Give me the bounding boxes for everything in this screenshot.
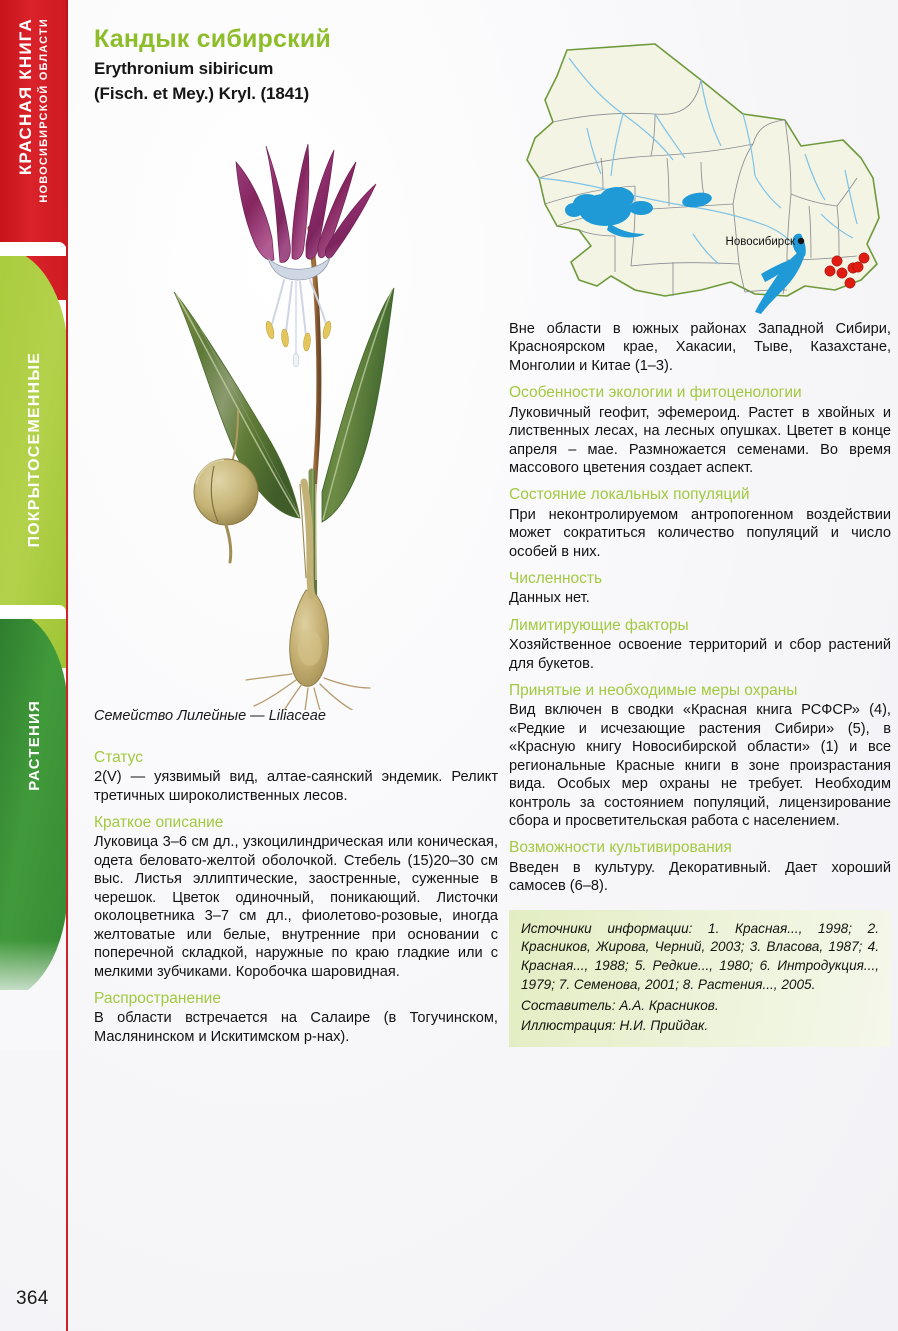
section-description [94, 814, 498, 981]
section-heading: Численность [509, 570, 603, 588]
section-heading: Лимитирующие факторы [509, 616, 689, 634]
bulb [290, 482, 329, 686]
section-local-populations [509, 486, 891, 561]
section-body: Вид включен в сводки «Красная книга РСФСР» (4), «Редкие и исчезающие растения Сибири» (5), в «Красную книгу Новосибирской области» (1) и все региональные Красные книги в зоне произрастания вида. Особых мер охраны не требует. Необходим контроль за состоянием популяций, лицензирование сбора и просветительская работа с населением. [509, 702, 891, 830]
family-line: Семейство Лилейные — Liliaceae [94, 708, 326, 724]
section-protection-measures [509, 682, 891, 830]
section-body: При неконтролируемом антропогенном воздействии может сократиться количество популяций и число особей в них. [509, 506, 891, 560]
section-heading: Краткое описание [94, 814, 224, 832]
anthers [265, 320, 333, 367]
sources-compiler: Составитель: А.А. Красников. [521, 997, 719, 1013]
section-body: Введен в культуру. Декоративный. Дает хороший самосев (6–8). [509, 859, 891, 895]
city-marker [798, 238, 804, 244]
section-ecology [509, 384, 891, 477]
latin-name: Erythronium sibiricum [94, 59, 274, 79]
section-body: В области встречается на Салаире (в Тогучинском, Маслянинском и Искитимском р-нах). [94, 1010, 498, 1045]
vertical-red-rule [66, 0, 68, 1331]
stamens [272, 280, 326, 354]
section-body: Хозяйственное освоение территорий и сбор растений для букетов. [509, 637, 891, 672]
authority-citation: (Fisch. et Mey.) Kryl. (1841) [94, 84, 310, 104]
section-limiting-factors [509, 617, 891, 673]
roots [246, 674, 370, 710]
section-heading: Статус [94, 749, 143, 766]
section-body: Данных нет. [509, 590, 590, 607]
section-heading: Возможности культивирования [509, 839, 732, 857]
sidebar-fade [0, 940, 68, 1050]
page-title: Кандык сибирский [94, 25, 331, 53]
capsule-fruit [194, 410, 258, 562]
botanical-illustration [126, 132, 498, 710]
section-abundance [509, 570, 891, 608]
section-distribution [94, 990, 498, 1046]
section-heading: Состояние локальных популяций [509, 486, 750, 504]
section-cultivation [509, 839, 891, 895]
leaf-right [322, 288, 394, 522]
outside-region-distribution: Вне области в южных районах Западной Сибири, Красноярском крае, Хакасии, Тыве, Казахстане, Монголии и Китае (1–3). [509, 321, 891, 374]
city-label: Новосибирск [725, 236, 795, 248]
left-text-column [94, 740, 498, 1046]
sidebar-label-angiosperms: ПОКРЫТОСЕМЕННЫЕ [26, 352, 43, 548]
sources-box [509, 910, 891, 1048]
section-status [94, 749, 498, 805]
sidebar-label-red-book-subtitle: НОВОСИБИРСКОЙ ОБЛАСТИ [38, 18, 50, 203]
sidebar-label-red-book: КРАСНАЯ КНИГА [16, 18, 35, 176]
flower-head [236, 144, 376, 280]
section-body: 2(V) — уязвимый вид, алтае-саянский эндемик. Реликт третичных широколиственных лесов. [94, 769, 498, 804]
section-body: Луковица 3–6 см дл., узкоцилиндрическая или коническая, одета беловато-желтой оболочкой. Стебель (15)20–30 см выс. Листья эллиптические, заостренные, суженные в черешок. Цветок одиночный, поникающий. Листочки околоцветника 3–7 см дл., фиолетово-розовые, иногда желтоватые или белые, внутренние при основании с поперечной складкой, наружные по краю гладкие или с мелкими зубчиками. Коробочка шаровидная. [94, 834, 498, 980]
section-body: Луковичный геофит, эфемероид. Растет в хвойных и лиственных лесах, на лесных опушках. Цветет в конце апреля – мае. Размножается семенами. Во время массового цветения создает аспект. [509, 404, 891, 476]
section-heading: Принятые и необходимые меры охраны [509, 682, 798, 700]
distribution-map [505, 18, 895, 318]
section-heading: Распространение [94, 990, 221, 1008]
species-heading-block [94, 26, 498, 105]
sources-illustrator: Иллюстрация: Н.И. Прийдак. [521, 1018, 709, 1034]
leaf-left [174, 292, 300, 518]
page-number: 364 [16, 1288, 49, 1309]
sidebar-tabs [0, 0, 68, 1331]
section-heading: Особенности экологии и фитоценологии [509, 384, 802, 402]
sources-references: Источники информации: 1. Красная..., 1998; 2. Красников, Жирова, Черний, 2003; 3. Власова, 1987; 4. Красная..., 1988; 5. Редкие..., 1980; 6. Интродукция..., 1979; 7. Семенова, 2001; 8. Растения..., 2005. [521, 920, 879, 992]
sidebar-label-plants: РАСТЕНИЯ [26, 700, 43, 791]
right-text-column [509, 320, 891, 1047]
